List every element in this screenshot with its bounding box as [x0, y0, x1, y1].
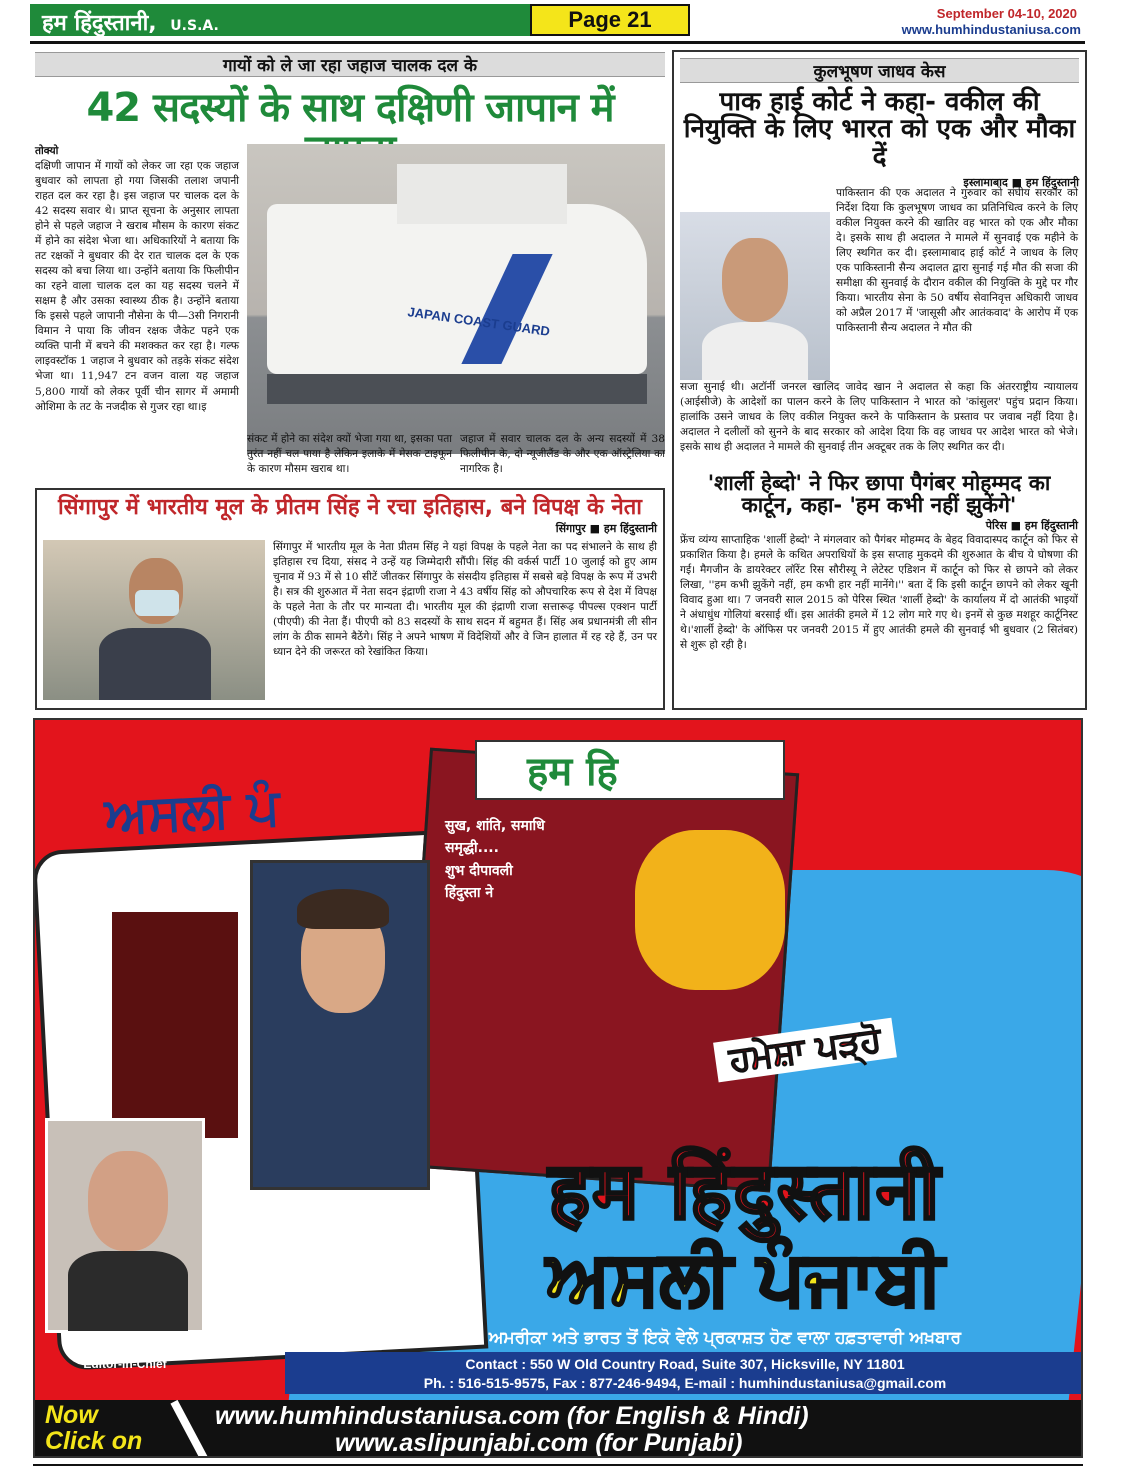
singapore-photo [43, 540, 265, 700]
jadhav-body-2: सजा सुनाई थी। अटॉर्नी जनरल खालिद जावेद खान ने अदालत से कहा कि अंतरराष्ट्रीय न्यायालय (आईसीजे) के आदेशों का पालन करने के लिए पाकिस्तान ने भारत को 'कांसुलर' पहुंच प्रदान किया। हालांकि उसने जाधव के लिए वकील नियुक्त करने के पाकिस्तान के प्रस्ताव पर जवाब नहीं दिया है।अदालत ने दलीलों को सुनने के बाद सरकार को आदेश दिया कि वह जाधव पर आदेश भारत को भेजे। इसके साथ ही अदालत ने मामले की सुनवाई तीन अक्टूबर तक के लिए स्थगित कर दी। [680, 381, 1078, 454]
issue-date: September 04-10, 2020 [936, 6, 1077, 21]
ad-contact-address: Contact : 550 W Old Country Road, Suite 307, Hicksville, NY 11801 [465, 1356, 905, 1372]
brand-suffix: U.S.A. [170, 18, 219, 34]
ad-mag-line: शुभ दीपावली [445, 862, 513, 879]
ship-body-3: जहाज में सवार चालक दल के अन्य सदस्यों में 38 फिलीपीन के, दो न्यूजीलैंड के और एक ऑस्ट्रेलिया का नागरिक है। [460, 433, 665, 476]
ad-title-punjabi: ਅਸਲੀ ਪੰਜਾਬੀ [546, 1235, 944, 1321]
masthead-website[interactable]: www.humhindustaniusa.com [901, 22, 1081, 37]
ship-body-2: संकट में होने का संदेश क्यों भेजा गया था, इसका पता तुरंत नहीं चल पाया है लेकिन इलाके में मेसक टाइफून के कारण मौसम खराब था। [247, 433, 452, 476]
ship-photo [247, 144, 665, 454]
editor-title: Editor-in-Chief [83, 1357, 167, 1371]
editor-name: Jasbir 'Jay' Singh [66, 1338, 184, 1354]
ad-speaker-image [110, 910, 240, 1140]
brand-name: हम हिंदुस्तानी, [42, 11, 157, 36]
ad-banner[interactable] [33, 718, 1083, 1458]
now-label: Now [45, 1401, 98, 1429]
ad-portrait-image [250, 860, 430, 1190]
ad-read-always: ਹਮੇਸ਼ਾ ਪੜ੍ਹੋ [713, 1018, 897, 1083]
ship-dateline: तोक्यो [35, 145, 59, 157]
ad-footer-bar [35, 1400, 1081, 1458]
singapore-headline: सिंगापुर में भारतीय मूल के प्रीतम सिंह ने रचा इतिहास, बने विपक्ष के नेता [57, 495, 642, 520]
now-click-label [45, 1402, 142, 1455]
ad-mag-line: समृद्धी.... [445, 840, 499, 857]
page-number: Page 21 [530, 4, 690, 36]
jadhav-headline: पाक हाई कोर्ट ने कहा- वकील की नियुक्ति के लिए भारत को एक और मौका दें [683, 87, 1076, 172]
story-ship [35, 52, 665, 482]
ad-deity-image [635, 830, 785, 990]
ad-contact-box [285, 1352, 1083, 1394]
hebdo-headline: 'शार्ली हेब्दो' ने फिर छापा पैगंबर मोहम्मद का कार्टून, कहा- 'हम कभी नहीं झुकेंगे' [707, 471, 1051, 518]
jadhav-dateline: इस्लामाबाद ■ हम हिंदुस्तानी [963, 175, 1079, 189]
footer-url-hindi[interactable]: www.humhindustaniusa.com (for English & Hindi) [215, 1402, 809, 1430]
jadhav-photo [680, 212, 830, 380]
story-hebdo [680, 472, 1078, 653]
singapore-body: सिंगापुर में भारतीय मूल के नेता प्रीतम सिंह ने यहां विपक्ष के पहले नेता का पद संभालने के साथ ही इतिहास रच दिया, संसद ने उन्हें यह जिम्मेदारी सौंपी। सिंह की वर्कर्स पार्टी 10 जुलाई को हुए आम चुनाव में 93 में से 10 सीटें जीतकर सिंगापुर के संसदीय इतिहास में सबसे बड़े विपक्ष के रूप में उभरी है। सत्र की शुरुआत में नेता सदन इंद्राणी राजा ने 43 वर्षीय सिंह को औपचारिक रूप से देश में विपक्ष के पहले नेता के तौर पर मान्यता दी। भारतीय मूल की इंद्राणी राजा सत्तारूढ़ पीपल्स एक्शन पार्टी (पीएपी) की नेता हैं। पीएपी को 83 सदस्यों के साथ सदन में बहुमत हैं। सिंह अब प्रधानमंत्री ली सीन लांग के ठीक सामने बैठेंगे। सिंह ने अपने भाषण में विदेशियों और वे जिन हालात में रह रहे हैं, उन पर ध्यान देने की जरूरत को रेखांकित किया। [273, 541, 657, 659]
page-bottom-rule [33, 1464, 1083, 1466]
ad-mag-header: हम हि [475, 740, 785, 800]
ad-mag-line: सुख, शांति, समाधि [445, 818, 545, 834]
ad-mag-lines [445, 815, 635, 905]
singapore-dateline: सिंगापुर ■ हम हिंदुस्तानी [555, 522, 657, 536]
ship-col-1 [35, 144, 239, 415]
ship-photo-caption: JAPAN COAST GUARD [406, 304, 551, 339]
ad-title-hindi: हम हिंदुस्तानी [548, 1147, 942, 1237]
editor-photo [45, 1118, 205, 1333]
ad-strapline: ਅਮਰੀਕਾ ਅਤੇ ਭਾਰਤ ਤੋਂ ਇਕੋ ਵੇਲੇ ਪ੍ਰਕਾਸ਼ਤ ਹੋਣ ਵਾਲਾ ਹਫ਼ਤਾਵਾਰੀ ਅਖ਼ਬਾਰ [488, 1328, 962, 1348]
ad-contact-phone[interactable]: Ph. : 516-515-9575, Fax : 877-246-9494, E-mail : humhindustaniusa@gmail.com [423, 1374, 947, 1391]
click-on-label: Click on [45, 1427, 143, 1456]
ship-kicker: गायों को ले जा रहा जहाज चालक दल के [35, 52, 665, 77]
ship-body-1: दक्षिणी जापान में गायों को लेकर जा रहा एक जहाज बुधवार को लापता हो गया जिसकी तलाश जपानी राहत दल कर रहा है। इस जहाज पर चालक दल के 42 सदस्य सवार थे। प्राप्त सूचना के अनुसार लापता होने से पहले जहाज ने खराब मौसम के कारण संकट में होने का संदेश भेजा था। अधिकारियों ने बताया कि तट रक्षकों ने बुधवार की देर रात चालक दल के एक सदस्य को बचा लिया था। उन्होंने बताया कि फिलीपीन का रहने वाला चालक दल का यह सदस्य चलने में सक्षम है और उसका स्वास्थ्य ठीक है। उन्होंने बताया कि इससे पहले जापानी नौसेना के पी—3सी निगरानी विमान ने पाया कि जीवन रक्षक जैकेट पहने एक व्यक्ति पानी में बचने की मशक्कत कर रहा है। गल्फ लाइवस्टॉक 1 जहाज ने बुधवार को तड़के संकट संदेश भेजा था। 11,947 टन वजन वाला यह जहाज 5,800 गायों को लेकर पूर्वी चीन सागर में अमामी ओशिमा के तट के नजदीक से गुजर रहा था।इ [35, 160, 239, 413]
ship-headline: 42 सदस्यों के साथ दक्षिणी जापान में [86, 85, 614, 131]
footer-url-punjabi[interactable]: www.aslipunjabi.com (for Punjabi) [335, 1429, 743, 1457]
ad-left-mag-title: ਅਸਲੀ ਪੰ [103, 777, 281, 845]
footer-slash [170, 1400, 207, 1458]
ad-mag-line: हिंदुस्ता ने [445, 885, 494, 902]
masthead-rule [30, 41, 1085, 44]
jadhav-body-1: पाकिस्तान की एक अदालत ने गुरुवार को संघीय सरकार को निर्देश दिया कि कुलभूषण जाधव का प्रतिनिधित्व करने के लिए वकील नियुक्त करने की खातिर वह भारत को एक और मौका दे। इसके साथ ही अदालत ने मामले में सुनवाई एक महीने के लिए स्थगित कर दी। इस्लामाबाद हाई कोर्ट ने जाधव के लिए एक पाकिस्तानी सैन्य अदालत द्वारा सुनाई गई मौत की सजा की समीक्षा की सुनवाई के दौरान वकील की नियुक्ति के मुद्दे पर गौर किया। भारतीय सेना के 50 वर्षीय सेवानिवृत्त अधिकारी जाधव को अप्रैल 2017 में 'जासूसी और आतंकवाद' के आरोप में एक पाकिस्तानी सैन्य अदालत ने मौत की [836, 187, 1078, 335]
story-jadhav [672, 50, 1087, 710]
jadhav-kicker: कुलभूषण जाधव केस [680, 58, 1079, 83]
story-singapore [35, 488, 665, 710]
hebdo-dateline: पेरिस ■ हम हिंदुस्तानी [985, 519, 1078, 533]
hebdo-body: फ्रेंच व्यंग्य साप्ताहिक 'शार्ली हेब्दो' ने मंगलवार को पैगंबर मोहम्मद के बेहद विवादास्पद कार्टून को फिर से प्रकाशित किया है। हमले के कथित अपराधियों के इस सप्ताह मुकदमे की शुरुआत के बीच ये घोषणा की गई। मैगजीन के डायरेक्टर लॉरेंट रिस सौरीस्यू ने लेटेस्ट एडिशन में कार्टून को फिर से छापने को लेकर लिखा, ''हम कभी झुकेंगे नहीं, हम कभी हार नहीं मानेंगे।'' बता दें कि इसी कार्टून छापने को लेकर खूनी विवाद हुआ था। 7 जनवरी साल 2015 को पेरिस स्थित 'शार्ली हेब्दो' के कार्यालय में दो आतंकी भाइयों ने अंधाधुंध गोलियां बरसाई थीं। इस आतंकी हमले में 12 लोग मारे गए थे। इनमें से कुछ मशहूर कार्टूनिस्ट थे।'शार्ली हेब्दो' के ऑफिस पर जनवरी 2015 में हुए आतंकी हमले की सुनवाई भी बुधवार (2 सितंबर) से शुरू हो रही है। [680, 534, 1078, 652]
masthead-brand [30, 4, 550, 36]
